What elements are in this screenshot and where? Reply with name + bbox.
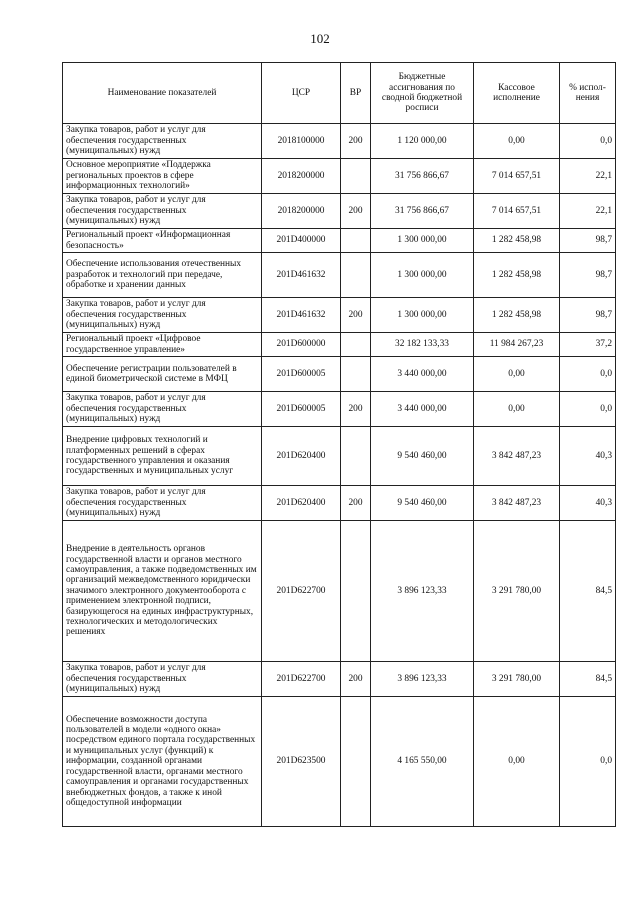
row-budget: 4 165 550,00 <box>371 697 474 827</box>
row-pct: 22,1 <box>560 159 616 194</box>
row-name: Закупка товаров, работ и услуг для обеспечения государственных (муниципальных) нужд <box>63 194 262 229</box>
table-row <box>63 253 616 298</box>
row-pct: 0,0 <box>560 697 616 827</box>
header-name: Наименование показателей <box>63 63 262 124</box>
header-budget: Бюджетные ассигнования по сводной бюджетной росписи <box>371 63 474 124</box>
table-row <box>63 521 616 662</box>
row-vr <box>341 357 371 392</box>
row-csr: 201D461632 <box>262 253 341 298</box>
row-budget: 31 756 866,67 <box>371 194 474 229</box>
header-cash: Кассовое исполнение <box>474 63 560 124</box>
table-row <box>63 298 616 333</box>
row-name: Обеспечение возможности доступа пользователей в модели «одного окна» посредством единого портала государственных и муниципальных услуг (функций) к информации, созданной органами государственной власти, органами местного самоуправления и органами государственных внебюджетных фондов, а также к иной общедоступной информации <box>63 697 262 827</box>
row-pct: 84,5 <box>560 521 616 662</box>
row-vr: 200 <box>341 124 371 159</box>
row-budget: 1 300 000,00 <box>371 298 474 333</box>
row-vr: 200 <box>341 392 371 427</box>
row-name: Региональный проект «Цифровое государственное управление» <box>63 333 262 357</box>
header-pct: % испол-нения <box>560 63 616 124</box>
row-pct: 0,0 <box>560 124 616 159</box>
table-row <box>63 486 616 521</box>
table-row <box>63 159 616 194</box>
table-row <box>63 124 616 159</box>
row-budget: 3 896 123,33 <box>371 521 474 662</box>
row-pct: 98,7 <box>560 229 616 253</box>
row-pct: 98,7 <box>560 253 616 298</box>
row-cash: 0,00 <box>474 357 560 392</box>
row-name: Закупка товаров, работ и услуг для обеспечения государственных (муниципальных) нужд <box>63 392 262 427</box>
table-row <box>63 427 616 486</box>
row-csr: 201D461632 <box>262 298 341 333</box>
row-vr <box>341 697 371 827</box>
table-row <box>63 229 616 253</box>
row-vr <box>341 253 371 298</box>
row-pct: 0,0 <box>560 392 616 427</box>
row-csr: 201D620400 <box>262 427 341 486</box>
row-pct: 0,0 <box>560 357 616 392</box>
row-cash: 7 014 657,51 <box>474 159 560 194</box>
row-name: Закупка товаров, работ и услуг для обеспечения государственных (муниципальных) нужд <box>63 124 262 159</box>
row-pct: 98,7 <box>560 298 616 333</box>
row-csr: 201D622700 <box>262 521 341 662</box>
row-name: Закупка товаров, работ и услуг для обеспечения государственных (муниципальных) нужд <box>63 662 262 697</box>
row-cash: 1 282 458,98 <box>474 229 560 253</box>
table-row <box>63 333 616 357</box>
row-csr: 201D600000 <box>262 333 341 357</box>
row-vr <box>341 521 371 662</box>
row-csr: 201D600005 <box>262 357 341 392</box>
row-cash: 3 291 780,00 <box>474 521 560 662</box>
row-cash: 3 291 780,00 <box>474 662 560 697</box>
row-name: Закупка товаров, работ и услуг для обеспечения государственных (муниципальных) нужд <box>63 298 262 333</box>
table-header-row <box>63 63 616 124</box>
row-budget: 9 540 460,00 <box>371 486 474 521</box>
row-budget: 32 182 133,33 <box>371 333 474 357</box>
row-pct: 37,2 <box>560 333 616 357</box>
row-cash: 0,00 <box>474 392 560 427</box>
row-csr: 2018200000 <box>262 159 341 194</box>
row-csr: 201D620400 <box>262 486 341 521</box>
table-row <box>63 194 616 229</box>
budget-execution-table <box>62 62 616 827</box>
page-number: 102 <box>310 31 330 46</box>
row-budget: 3 440 000,00 <box>371 392 474 427</box>
row-name: Закупка товаров, работ и услуг для обеспечения государственных (муниципальных) нужд <box>63 486 262 521</box>
row-cash: 0,00 <box>474 697 560 827</box>
row-cash: 11 984 267,23 <box>474 333 560 357</box>
row-pct: 40,3 <box>560 486 616 521</box>
row-cash: 1 282 458,98 <box>474 298 560 333</box>
row-csr: 2018100000 <box>262 124 341 159</box>
row-cash: 1 282 458,98 <box>474 253 560 298</box>
row-cash: 0,00 <box>474 124 560 159</box>
row-budget: 9 540 460,00 <box>371 427 474 486</box>
row-budget: 31 756 866,67 <box>371 159 474 194</box>
row-name: Обеспечение регистрации пользователей в единой биометрической системе в МФЦ <box>63 357 262 392</box>
table-row <box>63 357 616 392</box>
table-row <box>63 697 616 827</box>
row-budget: 1 300 000,00 <box>371 253 474 298</box>
row-vr: 200 <box>341 662 371 697</box>
row-vr <box>341 159 371 194</box>
row-vr <box>341 229 371 253</box>
row-csr: 201D622700 <box>262 662 341 697</box>
row-vr: 200 <box>341 486 371 521</box>
row-pct: 40,3 <box>560 427 616 486</box>
header-csr: ЦСР <box>262 63 341 124</box>
row-vr <box>341 427 371 486</box>
row-cash: 3 842 487,23 <box>474 427 560 486</box>
row-budget: 1 300 000,00 <box>371 229 474 253</box>
row-name: Внедрение в деятельность органов государственной власти и органов местного самоуправления, а также подведомственных им организаций межведомственного юридически значимого электронного документооборота с применением электронной подписи, базирующегося на единых инфраструктурных, технологических и методологических решениях <box>63 521 262 662</box>
row-vr: 200 <box>341 298 371 333</box>
row-name: Внедрение цифровых технологий и платформенных решений в сферах государственного управления и оказания государственных и муниципальных услуг <box>63 427 262 486</box>
row-name: Региональный проект «Информационная безопасность» <box>63 229 262 253</box>
row-cash: 7 014 657,51 <box>474 194 560 229</box>
row-budget: 3 896 123,33 <box>371 662 474 697</box>
row-pct: 84,5 <box>560 662 616 697</box>
row-budget: 3 440 000,00 <box>371 357 474 392</box>
row-vr <box>341 333 371 357</box>
header-vr: ВР <box>341 63 371 124</box>
row-csr: 201D623500 <box>262 697 341 827</box>
table-row <box>63 662 616 697</box>
row-cash: 3 842 487,23 <box>474 486 560 521</box>
row-csr: 201D400000 <box>262 229 341 253</box>
row-name: Основное мероприятие «Поддержка региональных проектов в сфере информационных технологий» <box>63 159 262 194</box>
table-row <box>63 392 616 427</box>
row-name: Обеспечение использования отечественных разработок и технологий при передаче, обработке и хранении данных <box>63 253 262 298</box>
row-budget: 1 120 000,00 <box>371 124 474 159</box>
row-vr: 200 <box>341 194 371 229</box>
row-pct: 22,1 <box>560 194 616 229</box>
row-csr: 2018200000 <box>262 194 341 229</box>
row-csr: 201D600005 <box>262 392 341 427</box>
